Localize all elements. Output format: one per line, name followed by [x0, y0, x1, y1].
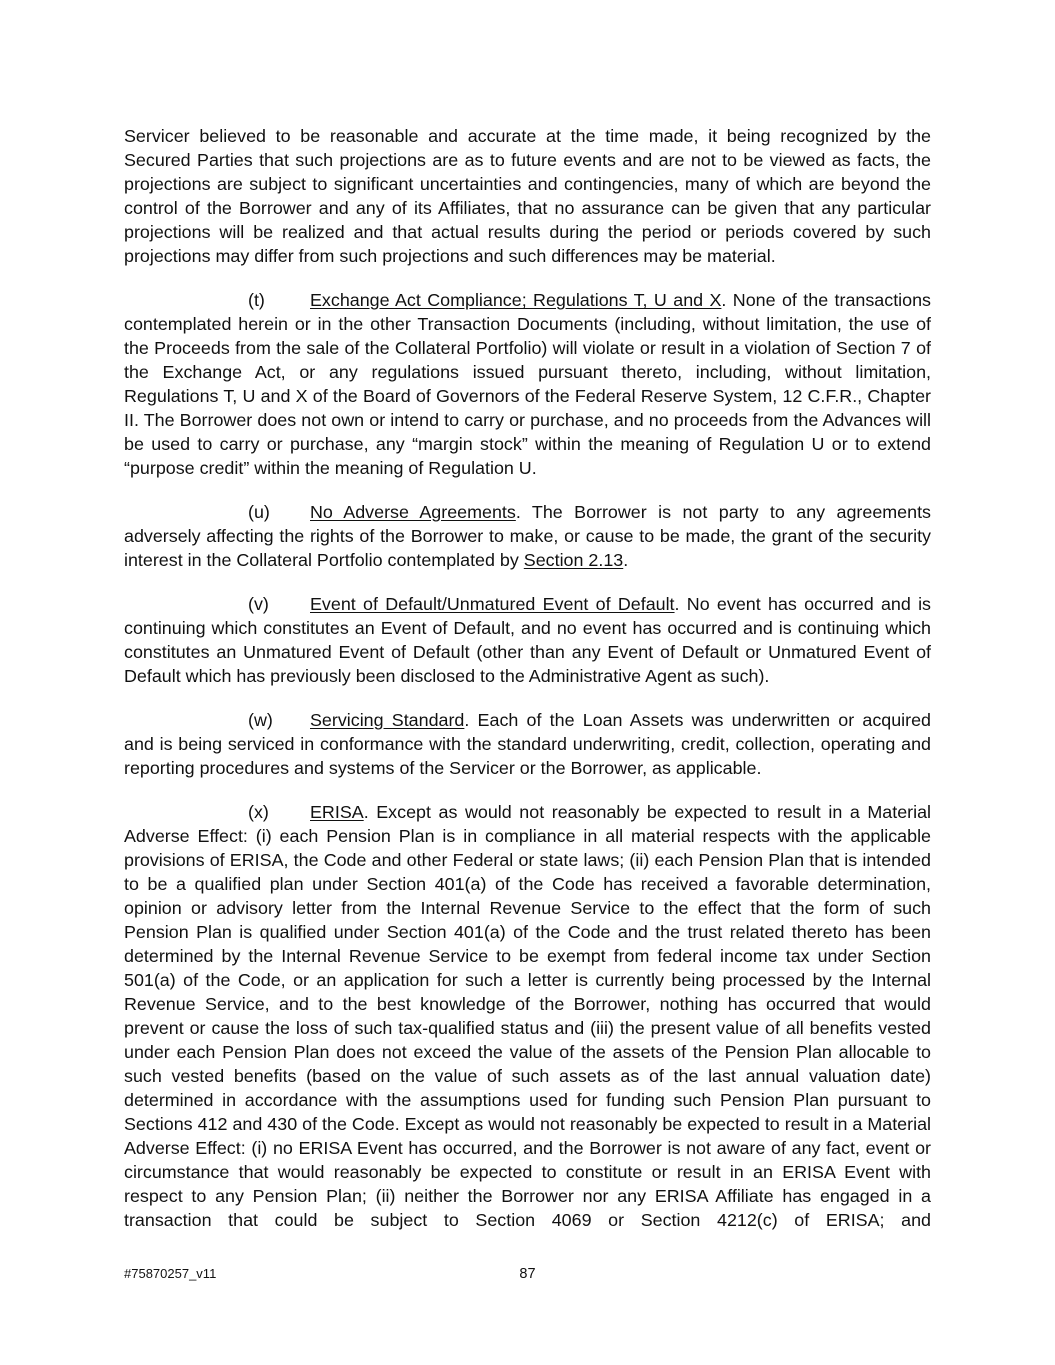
- section-body: . None of the transactions contemplated herein or in the other Transaction Documents (including, without limitation, the use of the Proceeds from the sale of the Collateral Portfolio) will violate or result in a violation of Section 7 of the Exchange Act, or any regulations issued pursuant thereto, including, without limitation, Regulations T, U and X of the Board of Governors of the Federal Reserve System, 12 C.F.R., Chapter II. The Borrower does not own or intend to carry or purchase, and no proceeds from the Advances will be used to carry or purchase, any “margin stock” within the meaning of Regulation U or to extend “purpose credit” within the meaning of Regulation U.: [124, 290, 931, 478]
- section-body: . Each of the Loan Assets was underwritten or acquired and is being serviced in conformance with the standard underwriting, credit, collection, operating and reporting procedures and systems of the Servicer or the Borrower, as applicable.: [124, 710, 931, 778]
- footer-document-id: #75870257_v11: [124, 1266, 217, 1281]
- section-v: [124, 592, 931, 688]
- footer-page-number: 87: [519, 1266, 536, 1282]
- section-heading: No Adverse Agreements: [310, 502, 516, 522]
- section-marker: (w): [248, 710, 273, 730]
- section-body: . The Borrower is not party to any agreements adversely affecting the rights of the Borrower to make, or cause to be made, the grant of the security interest in the Collateral Portfolio contemplated by: [124, 502, 931, 570]
- section-u: [124, 500, 931, 572]
- section-marker: (u): [248, 502, 270, 522]
- section-t: [124, 288, 931, 480]
- section-heading: Servicing Standard: [310, 710, 465, 730]
- section-marker: (x): [248, 802, 269, 822]
- section-x: [124, 800, 931, 1232]
- section-marker: (t): [248, 290, 265, 310]
- section-heading: ERISA: [310, 802, 364, 822]
- section-heading: Event of Default/Unmatured Event of Default: [310, 594, 675, 614]
- section-heading: Exchange Act Compliance; Regulations T, U and X: [310, 290, 722, 310]
- section-w: [124, 708, 931, 780]
- intro-text: Servicer believed to be reasonable and accurate at the time made, it being recognized by the Secured Parties that such projections are as to future events and are not to be viewed as facts, the projections are subject to significant uncertainties and contingencies, many of which are beyond the control of the Borrower and any of its Affiliates, that no assurance can be given that any particular projections will be realized and that actual results during the period or periods covered by such projections may differ from such projections and such differences may be material.: [124, 126, 931, 266]
- intro-paragraph: [124, 124, 931, 268]
- section-body: . No event has occurred and is continuing which constitutes an Event of Default, and no event has occurred and is continuing which constitutes an Unmatured Event of Default (other than any Event of Default or Unmatured Event of Default which has previously been disclosed to the Administrative Agent as such).: [124, 594, 931, 686]
- section-body: . Except as would not reasonably be expected to result in a Material Adverse Effect: (i) each Pension Plan is in compliance in all material respects with the applicable provisions of ERISA, the Code and other Federal or state laws; (ii) each Pension Plan that is intended to be a qualified plan under Section 401(a) of the Code has received a favorable determination, opinion or advisory letter from the Internal Revenue Service to the effect that the form of such Pension Plan is qualified under Section 401(a) of the Code and the trust related thereto has been determined by the Internal Revenue Service to be exempt from federal income tax under Section 501(a) of the Code, or an application for such a letter is currently being processed by the Internal Revenue Service, and to the best knowledge of the Borrower, nothing has occurred that would prevent or cause the loss of such tax-qualified status and (iii) the present value of all benefits vested under each Pension Plan does not exceed the value of the assets of the Pension Plan allocable to such vested benefits (based on the value of such assets as of the last annual valuation date) determined in accordance with the assumptions used for funding such Pension Plan pursuant to Sections 412 and 430 of the Code. Except as would not reasonably be expected to result in a Material Adverse Effect: (i) no ERISA Event has occurred, and the Borrower is not aware of any fact, event or circumstance that would reasonably be expected to constitute or result in an ERISA Event with respect to any Pension Plan; (ii) neither the Borrower nor any ERISA Affiliate has engaged in a transaction that could be subject to Section 4069 or Section 4212(c) of ERISA; and: [124, 802, 931, 1230]
- section-reference: Section 2.13: [523, 550, 624, 570]
- section-tail: .: [623, 550, 629, 570]
- document-body: [124, 124, 931, 1252]
- section-marker: (v): [248, 594, 269, 614]
